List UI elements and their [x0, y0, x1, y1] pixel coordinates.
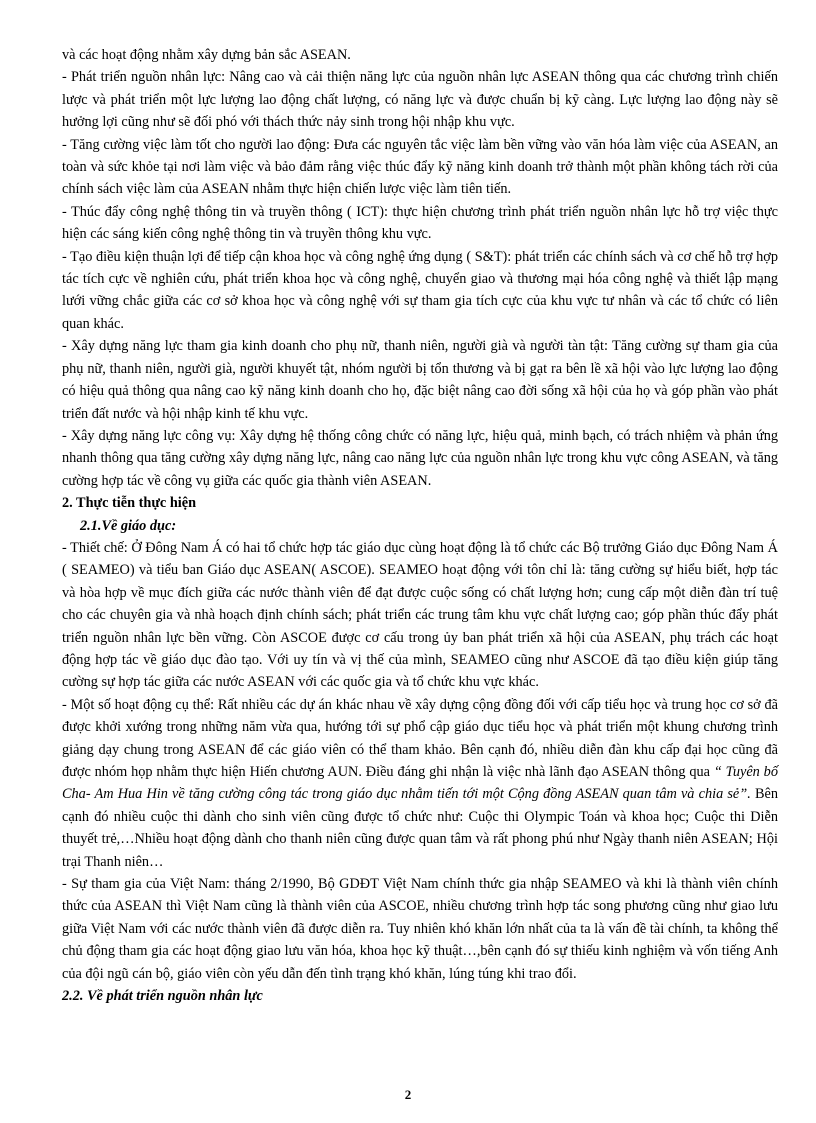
subsection-heading: 2.2. Về phát triển nguồn nhân lực	[62, 988, 263, 1005]
quoted-declaration: “ Tuyên bố Cha- Am Hua Hin về tăng cường công tác trong giáo dục nhằm tiến tới một Cộng đồng ASEAN quan tâm và chia sẻ”.	[62, 764, 778, 803]
section-heading: 2. Thực tiễn thực hiện	[62, 495, 197, 512]
paragraph	[62, 694, 778, 873]
page-number: 2	[404, 1087, 412, 1102]
paragraph: - Xây dựng năng lực công vụ: Xây dựng hệ thống công chức có năng lực, hiệu quả, minh bạch, có trách nhiệm và phản ứng nhanh thông qua tăng cường xây dựng năng lực, nâng cao năng lực của nguồn nhân lực trong khu vực công ASEAN, và tăng cường hợp tác về công vụ giữa các quốc gia thành viên ASEAN.	[62, 427, 778, 489]
paragraph-text: Bên cạnh đó nhiều cuộc thi dành cho sinh viên cũng được tổ chức như: Cuộc thi Olympic Toán và khoa học; Cuộc thi Diễn thuyết trẻ,…Nhiều hoạt động dành cho thanh niên cũng được quan tâm và rất phong phú như Ngày thanh niên ASEAN; Hội trại Thanh niên…	[62, 786, 778, 870]
paragraph: và các hoạt động nhằm xây dựng bản sắc ASEAN.	[62, 47, 351, 63]
paragraph-text: - Một số hoạt động cụ thể: Rất nhiều các dự án khác nhau về xây dựng cộng đồng đối với cấp tiểu học và trung học cơ sở đã được khởi xướng trong những năm vừa qua, hướng tới sự phổ cập giáo dục tiểu học và phát triển một khung chương trình giảng dạy chung trong ASEAN để các giáo viên có thể tham khảo. Bên cạnh đó, nhiều diễn đàn khu cấp đại học cũng đã được nhóm họp nhằm thực hiện Hiến chương AUN. Điều đáng ghi nhận là việc nhà lãnh đạo ASEAN thông qua	[62, 696, 778, 780]
document-body	[62, 44, 778, 1007]
paragraph: - Tăng cường việc làm tốt cho người lao động: Đưa các nguyên tắc việc làm bền vững vào văn hóa làm việc của ASEAN, an toàn và sức khỏe tại nơi làm việc và bảo đảm rằng việc thúc đẩy kỹ năng kinh doanh trở thành một phần không tách rời của chính sách việc làm của ASEAN nhằm thực hiện chiến lược việc làm tiên tiến.	[62, 136, 778, 198]
paragraph: - Xây dựng năng lực tham gia kinh doanh cho phụ nữ, thanh niên, người già và người tàn tật: Tăng cường sự tham gia của phụ nữ, thanh niên, người già, người khuyết tật, nhóm người bị tổn thương và bị gạt ra bên lề xã hội vào lực lượng lao động có hiệu quả thông qua nâng cao kỹ năng kinh doanh cho họ, đặc biệt nâng cao đời sống xã hội của họ và góp phần vào phát triển đất nước và hội nhập kinh tế khu vực.	[62, 338, 778, 422]
paragraph: - Tạo điều kiện thuận lợi để tiếp cận khoa học và công nghệ ứng dụng ( S&T): phát triển các chính sách và cơ chế hỗ trợ hợp tác tích cực về nghiên cứu, phát triển khoa học và công nghệ, chuyển giao và thương mại hóa công nghệ và thiết lập mạng lưới vững chắc giữa các cơ sở khoa học và công nghệ với sự tham gia tích cực của khu vực tư nhân và các tổ chức có liên quan khác.	[62, 248, 778, 332]
subsection-heading: 2.1.Về giáo dục:	[80, 517, 177, 534]
paragraph: - Sự tham gia của Việt Nam: tháng 2/1990, Bộ GDĐT Việt Nam chính thức gia nhập SEAMEO và khi là thành viên chính thức của ASEAN thì Việt Nam cũng là thành viên của ASCOE, nhiều chương trình hợp tác song phương cũng như giao lưu giữa Việt Nam với các nước thành viên đã được diễn ra. Tuy nhiên khó khăn lớn nhất của ta là vấn đề tài chính, ta không thể chủ động tham gia các hoạt động giao lưu văn hóa, khoa học kỹ thuật…,bên cạnh đó sự thiếu kinh nghiệm và vốn tiếng Anh của đội ngũ cán bộ, giáo viên còn yếu dẫn đến tình trạng khó khăn, lúng túng khi trao đổi.	[62, 876, 778, 982]
paragraph: - Thiết chế: Ở Đông Nam Á có hai tổ chức hợp tác giáo dục cùng hoạt động là tổ chức các Bộ trưởng Giáo dục Đông Nam Á ( SEAMEO) và tiểu ban Giáo dục ASEAN( ASCOE). SEAMEO hoạt động với tôn chỉ là: tăng cường sự hiểu biết, hợp tác và hòa hợp về mục đích giữa các nước thành viên để đạt được cuộc sống có chất lượng hơn; cung cấp một diễn đàn trí tuệ cho các chuyên gia và nhà hoạch định chính sách; phát triển các trung tâm khu vực chất lượng cao; góp phần thúc đẩy phát triển nguồn nhân lực bền vững. Còn ASCOE được cơ cấu trong ủy ban phát triển xã hội của ASEAN, phụ trách các hoạt động hợp tác về giáo dục đào tạo. Với uy tín và vị thế của mình, SEAMEO cũng như ASCOE đã tạo điều kiện giúp tăng cường sự hợp tác giữa các nước ASEAN với các quốc gia và tổ chức khu vực khác.	[62, 539, 778, 691]
paragraph: - Thúc đẩy công nghệ thông tin và truyền thông ( ICT): thực hiện chương trình phát triển nguồn nhân lực hỗ trợ việc thực hiện các sáng kiến công nghệ thông tin và truyền thông khu vực.	[62, 203, 778, 243]
paragraph: - Phát triển nguồn nhân lực: Nâng cao và cải thiện năng lực của nguồn nhân lực ASEAN thông qua các chương trình chiến lược và phát triển một lực lượng lao động chất lượng, có năng lực và được chuẩn bị kỹ càng. Lực lượng lao động này sẽ hưởng lợi cũng như sẽ đối phó với thách thức nảy sinh trong hội nhập khu vực.	[62, 69, 778, 131]
